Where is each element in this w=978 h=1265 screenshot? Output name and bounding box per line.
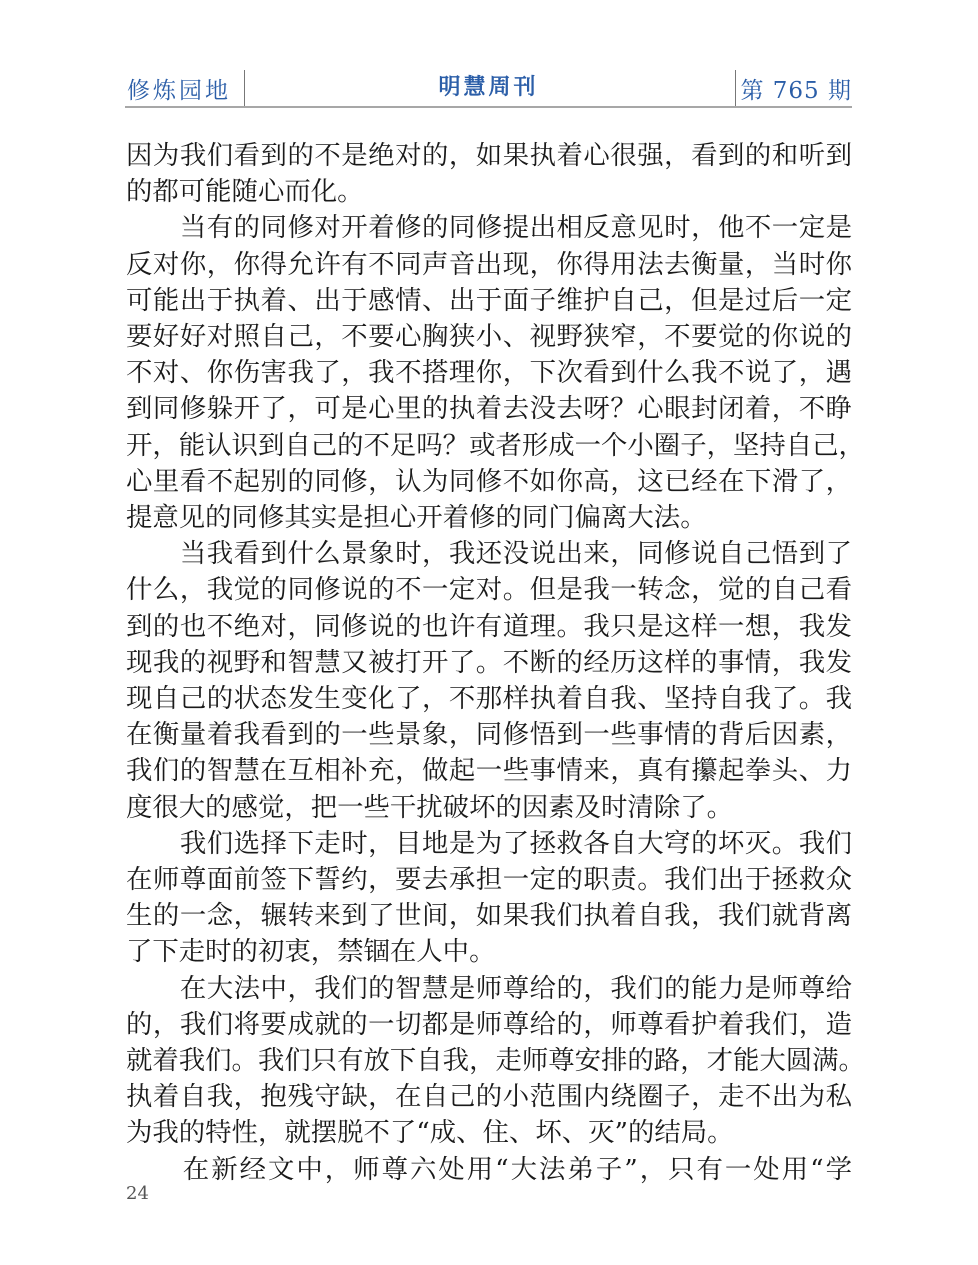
text-line: 现我的视野和智慧又被打开了。不断的经历这样的事情，我发 xyxy=(126,646,852,678)
text-line: 度很大的感觉，把一些干扰破坏的因素及时清除了。 xyxy=(126,791,733,823)
text-line: 执着自我，抱残守缺，在自己的小范围内绕圈子，走不出为私 xyxy=(126,1081,852,1113)
text-line: 了下走时的初衷，禁锢在人中。 xyxy=(126,936,496,968)
text-line: 当我看到什么景象时，我还没说出来，同修说自己悟到了 xyxy=(126,538,852,570)
article-body xyxy=(126,138,865,1188)
issue-number: 第 765 期 xyxy=(740,78,852,104)
text-line: 开，能认识到自己的不足吗？或者形成一个小圈子，坚持自己， xyxy=(126,429,865,461)
text-line: 什么，我觉的同修说的不一定对。但是我一转念，觉的自己看 xyxy=(126,574,852,606)
page-number: 24 xyxy=(126,1183,149,1204)
text-line: 可能出于执着、出于感情、出于面子维护自己，但是过后一定 xyxy=(126,284,852,316)
text-line: 在大法中，我们的智慧是师尊给的，我们的能力是师尊给 xyxy=(126,972,852,1004)
text-line: 就着我们。我们只有放下自我，走师尊安排的路，才能大圆满。 xyxy=(126,1045,865,1077)
page-header xyxy=(125,64,852,108)
header-divider-right xyxy=(735,70,736,106)
text-line: 在师尊面前签下誓约，要去承担一定的职责。我们出于拯救众 xyxy=(126,864,852,896)
text-line: 现自己的状态发生变化了，不那样执着自我、坚持自我了。我 xyxy=(126,683,852,715)
publication-title: 明慧周刊 xyxy=(438,74,539,100)
text-line: 我们选择下走时，目地是为了拯救各自大穹的坏灭。我们 xyxy=(126,827,852,859)
text-line: 不对、你伤害我了，我不搭理你，下次看到什么我不说了，遇 xyxy=(126,357,852,389)
text-line: 到的也不绝对，同修说的也许有道理。我只是这样一想，我发 xyxy=(126,610,852,642)
section-title: 修炼园地 xyxy=(127,78,231,104)
text-line: 反对你，你得允许有不同声音出现，你得用法去衡量，当时你 xyxy=(126,248,852,280)
text-line: 我们的智慧在互相补充，做起一些事情来，真有攥起拳头、力 xyxy=(126,755,852,787)
text-line: 当有的同修对开着修的同修提出相反意见时，他不一定是 xyxy=(126,212,852,244)
text-line: 提意见的同修其实是担心开着修的同门偏离大法。 xyxy=(126,502,707,534)
text-line: 为我的特性，就摆脱不了“成、住、坏、灭”的结局。 xyxy=(126,1117,734,1149)
text-line: 的，我们将要成就的一切都是师尊给的，师尊看护着我们，造 xyxy=(126,1008,852,1040)
text-line: 的都可能随心而化。 xyxy=(126,176,364,208)
header-rule xyxy=(125,106,852,108)
text-line: 要好好对照自己，不要心胸狭小、视野狭窄，不要觉的你说的 xyxy=(126,321,852,353)
text-line: 心里看不起别的同修，认为同修不如你高，这已经在下滑了， xyxy=(126,465,852,497)
text-line: 到同修躲开了，可是心里的执着去没去呀？心眼封闭着，不睁 xyxy=(126,393,852,425)
text-line: 生的一念，辗转来到了世间，如果我们执着自我，我们就背离 xyxy=(126,900,852,932)
text-line: 在衡量着我看到的一些景象，同修悟到一些事情的背后因素， xyxy=(126,719,852,751)
text-line: 在新经文中，师尊六处用“大法弟子”，只有一处用“学 xyxy=(126,1153,852,1185)
text-line: 因为我们看到的不是绝对的，如果执着心很强，看到的和听到 xyxy=(126,140,852,171)
